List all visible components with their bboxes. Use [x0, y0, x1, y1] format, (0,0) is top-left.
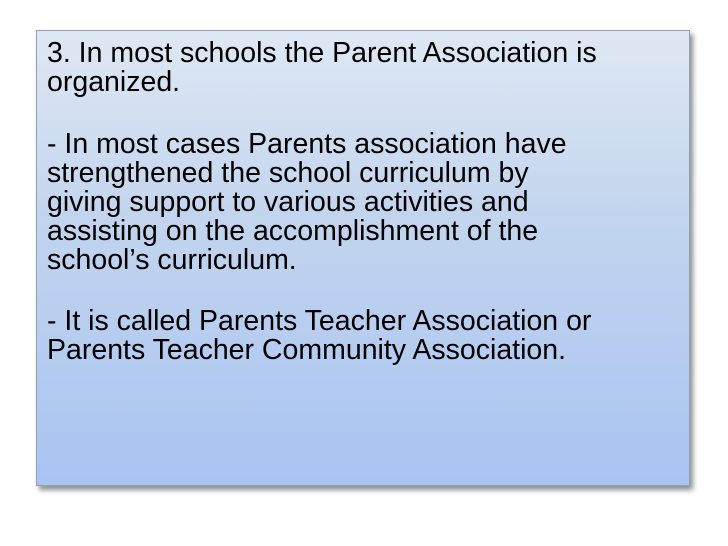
- text-line: Parents Teacher Community Association.: [47, 334, 567, 366]
- paragraph-parent-association: [47, 39, 679, 97]
- paragraph-pta-name: [47, 307, 679, 365]
- text-line: school’s curriculum.: [47, 244, 297, 276]
- paragraph-curriculum-support: [47, 130, 679, 275]
- content-text-box: [36, 30, 690, 486]
- text-line: - In most cases Parents association have: [47, 128, 567, 160]
- text-line: giving support to various activities and: [47, 186, 529, 218]
- text-line: 3. In most schools the Parent Association is: [47, 37, 597, 69]
- text-line: strengthened the school curriculum by: [47, 157, 529, 189]
- text-line: - It is called Parents Teacher Association or: [47, 305, 592, 337]
- text-line: assisting on the accomplishment of the: [47, 215, 539, 247]
- text-line: organized.: [47, 66, 181, 98]
